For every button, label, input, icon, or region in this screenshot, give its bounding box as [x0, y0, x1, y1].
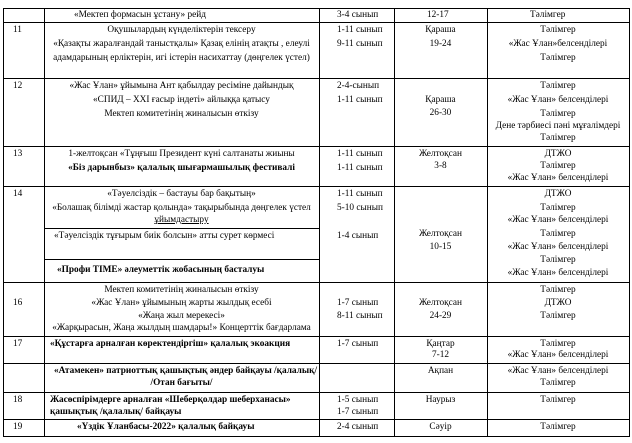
event-text: «Қазақты жаралғандай таныстқалы» Қазақ елінің атақты , елеулі: [53, 39, 310, 49]
responsible-text: ДТЖО: [544, 149, 572, 159]
responsible-text: Тәлімгер: [540, 203, 576, 213]
row-number: 14: [13, 189, 23, 199]
date-text: 12-17: [427, 10, 449, 20]
event-text: «Болашақ білімді жастар қолында» тақырыбында дөңгелек үстел: [52, 203, 311, 213]
responsible-text: Дене тәрбиесі пәні мұғалімдері: [495, 121, 621, 131]
col-rule: [319, 8, 320, 437]
event-text: «Тәуелсіздік – бастауы бар бақытың»: [107, 189, 256, 199]
date-text: Сәуір: [429, 422, 452, 432]
responsible-text: Тәлімгер: [540, 81, 576, 91]
row-rule: [3, 392, 629, 393]
responsible-text: Тәлімгер: [540, 311, 576, 321]
responsible-text: Тәлімгер: [540, 53, 576, 63]
grade-text: 1-11 сынып: [337, 163, 383, 173]
responsible-text: «Жас Ұлан» белсенділері: [507, 173, 609, 183]
subrow-rule: [44, 228, 319, 229]
event-text: «Жарқырасын, Жаңа жылдың шамдары!» Концерттік бағдарлама: [52, 323, 311, 333]
responsible-text: «Жас Ұлан» белсенділері: [507, 366, 609, 376]
row-rule: [3, 186, 629, 187]
responsible-text: Тәлімгер: [540, 109, 576, 119]
responsible-text: «Жас Ұлан» белсенділері: [507, 350, 609, 360]
event-text: «Мектеп формасын ұстану» рейд: [74, 10, 206, 20]
responsible-text: Тәлімгер: [540, 378, 576, 388]
grade-text: 2-4 сынып: [337, 422, 379, 432]
grade-text: 1-7 сынып: [337, 407, 379, 417]
grade-text: 1-11 сынып: [337, 95, 383, 105]
responsible-text: «Жас Ұлан» белсенділері: [507, 95, 609, 105]
event-text: адамдарының ерліктерін, игі істерін насихаттау (дөңгелек үстел): [53, 53, 310, 63]
responsible-text: Тәлімгер: [540, 133, 576, 143]
event-text: «Жаңа жыл мерекесі»: [138, 311, 225, 321]
responsible-text: Тәлімгер: [540, 422, 576, 432]
date-text: Ақпан: [427, 366, 454, 376]
date-text: Желтоқсан: [418, 298, 463, 308]
grade-text: 9-11 сынып: [337, 39, 383, 49]
date-text: 24-29: [429, 311, 452, 321]
date-text: Наурыз: [425, 395, 456, 405]
event-text: /Отан бағыты/: [150, 378, 213, 388]
grade-text: 1-7 сынып: [337, 298, 379, 308]
row-rule: [3, 8, 629, 9]
grade-text: 5-10 сынып: [337, 203, 383, 213]
row-rule: [3, 78, 629, 79]
event-text: Жасөспірімдерге арналған «Шеберқолдар шеберханасы»: [50, 395, 291, 405]
responsible-text: «Жас Ұлан» белсенділері: [507, 268, 609, 278]
row-rule: [3, 146, 629, 147]
grade-text: 1-11 сынып: [337, 189, 383, 199]
responsible-text: Тәлімгер: [540, 161, 576, 171]
event-text: «Біз дарынбыз» қалалық шығармашылық фестивалі: [68, 163, 295, 173]
date-text: Қараша: [425, 95, 456, 105]
row-number: 11: [13, 25, 22, 35]
grade-text: 2-4-сынып: [337, 81, 380, 91]
event-text: «Жас Ұлан» ұйымының жарты жылдық есебі: [91, 298, 272, 308]
col-rule: [629, 8, 630, 437]
grade-text: 1-7 сынып: [337, 339, 379, 349]
row-number: 19: [13, 422, 23, 432]
responsible-text: Тәлімгер: [540, 25, 576, 35]
responsible-text: «Жас Ұлан» белсенділері: [507, 242, 609, 252]
event-text: «Атамекен» патриоттық қашықтық әндер байқауы /қалалық/: [54, 366, 318, 376]
row-rule: [3, 436, 629, 437]
responsible-text: «Жас Ұлан»белсенділері: [508, 39, 608, 49]
grade-text: 1-11 сынып: [337, 25, 383, 35]
event-text: «СПИД – XXI ғасыр індеті» айлыққа қатысу: [93, 95, 270, 105]
event-text: Мектеп комитетінің жиналысын өткізу: [104, 285, 259, 295]
row-rule: [3, 363, 629, 364]
responsible-text: Тәлімгер: [540, 255, 576, 265]
date-text: Қараша: [425, 25, 456, 35]
responsible-text: Тәлімгер: [540, 285, 576, 295]
row-number: 18: [13, 395, 23, 405]
grade-text: 3-4 сынып: [337, 10, 379, 20]
date-text: 3-8: [434, 161, 447, 171]
event-text: қашықтық /қалалық/ байқауы: [50, 407, 182, 417]
grade-text: 8-11 сынып: [337, 311, 383, 321]
subrow-rule: [44, 259, 319, 260]
row-rule: [3, 336, 629, 337]
row-number: 13: [13, 149, 23, 159]
date-text: Желтоқсан: [418, 229, 463, 239]
grade-text: 1-5 сынып: [337, 395, 379, 405]
responsible-text: Тәлімгер: [540, 339, 576, 349]
responsible-text: Тәлімгер: [530, 10, 566, 20]
date-text: 10-15: [429, 242, 452, 252]
row-number: 12: [13, 81, 23, 91]
event-text: Оқушылардың күнделіктерін тексеру: [107, 25, 256, 35]
event-text: «Тәуелсіздік тұғырым биік болсын» атты сурет көрмесі: [54, 231, 275, 241]
event-text: «Құстарға арналған көректендіргіш» қалалық экоакция: [50, 339, 291, 349]
event-text: «Жас Ұлан» ұйымына Ант қабылдау ресіміне дайындық: [69, 81, 294, 91]
event-text: Мектеп комитетінің жиналысын өткізу: [104, 109, 259, 119]
row-number: 17: [13, 339, 23, 349]
row-rule: [3, 282, 629, 283]
date-text: Қаңтар: [426, 339, 455, 349]
event-text: «Профи TIME» әлеуметтік жобасының басталуы: [57, 265, 265, 275]
row-rule: [3, 22, 629, 23]
responsible-text: ДТЖО: [544, 298, 572, 308]
event-text: ұйымдастыру: [154, 215, 209, 225]
date-text: 7-12: [431, 350, 450, 360]
responsible-text: Тәлімгер: [540, 229, 576, 239]
event-text: 1-желтоқсан «Тұңғыш Президент күні салтанаты жиыны: [68, 149, 295, 159]
date-text: Желтоқсан: [418, 149, 463, 159]
responsible-text: Тәлімгер: [540, 395, 576, 405]
col-rule: [3, 8, 4, 437]
responsible-text: ДТЖО: [544, 189, 572, 199]
row-rule: [3, 419, 629, 420]
grade-text: 1-4 сынып: [337, 231, 379, 241]
responsible-text: «Жас Ұлан» белсенділері: [507, 215, 609, 225]
date-text: 19-24: [429, 39, 452, 49]
date-text: 26-30: [429, 108, 452, 118]
event-text: «Үздік Ұланбасы-2022» қалалық байқауы: [77, 422, 255, 432]
grade-text: 1-11 сынып: [337, 149, 383, 159]
row-number: 16: [13, 298, 23, 308]
